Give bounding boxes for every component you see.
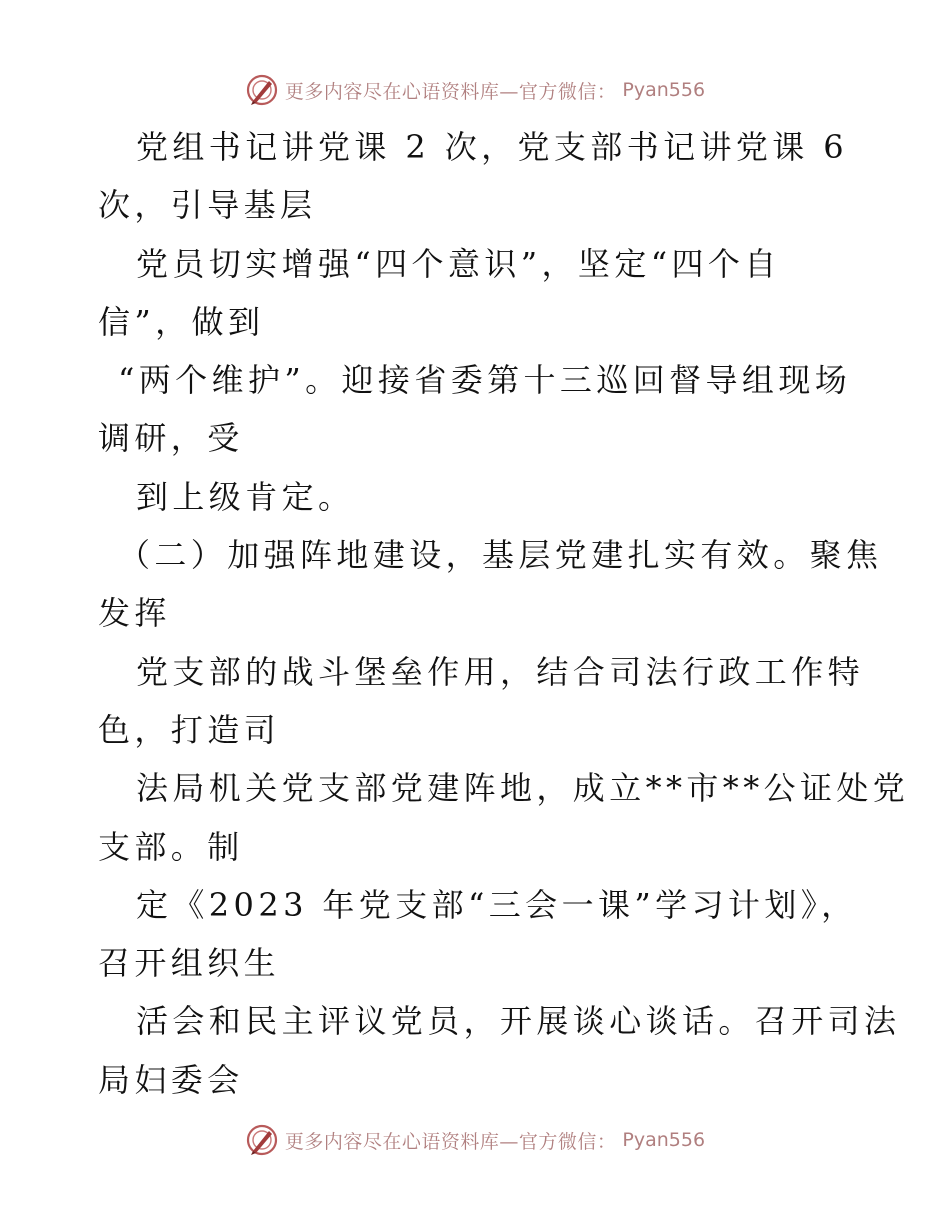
footer-watermark — [0, 1120, 950, 1160]
text-line: 调研，受 — [98, 419, 244, 458]
text-line: 召开组织生 — [98, 944, 281, 983]
text-line: 法局机关党支部党建阵地，成立**市**公证处党 — [136, 769, 910, 808]
text-line: 定《2023 年党支部“三会一课”学习计划》， — [136, 885, 858, 924]
text-line: 次，引导基层 — [98, 186, 317, 225]
text-line: 党组书记讲党课 2 次，党支部书记讲党课 6 — [136, 128, 849, 166]
text-line: 党支部的战斗堡垒作用，结合司法行政工作特 — [136, 652, 865, 691]
text-line: 党员切实增强“四个意识”，坚定“四个自 — [136, 244, 781, 283]
watermark-text: 更多内容尽在心语资料库—官方微信： — [284, 1130, 617, 1153]
text-line: 发挥 — [98, 594, 171, 633]
pen-logo-icon — [245, 73, 279, 107]
text-line: “两个维护”。迎接省委第十三巡回督导组现场 — [118, 361, 852, 400]
watermark-text: 更多内容尽在心语资料库—官方微信： — [284, 80, 617, 103]
text-line: 局妇委会 — [98, 1060, 244, 1099]
watermark-account: Pyan556 — [622, 1129, 706, 1151]
text-line: 支部。制 — [98, 827, 244, 866]
document-body — [98, 118, 910, 1109]
text-line: 色，打造司 — [98, 710, 281, 749]
text-line: 活会和民主评议党员，开展谈心谈话。召开司法 — [136, 1002, 901, 1041]
pen-logo-icon — [245, 1123, 279, 1157]
text-line: 信”，做到 — [98, 302, 265, 341]
text-line: 到上级肯定。 — [136, 477, 355, 516]
watermark-account: Pyan556 — [622, 79, 706, 101]
text-line: （二）加强阵地建设，基层党建扎实有效。聚焦 — [118, 536, 883, 575]
header-watermark — [0, 70, 950, 110]
